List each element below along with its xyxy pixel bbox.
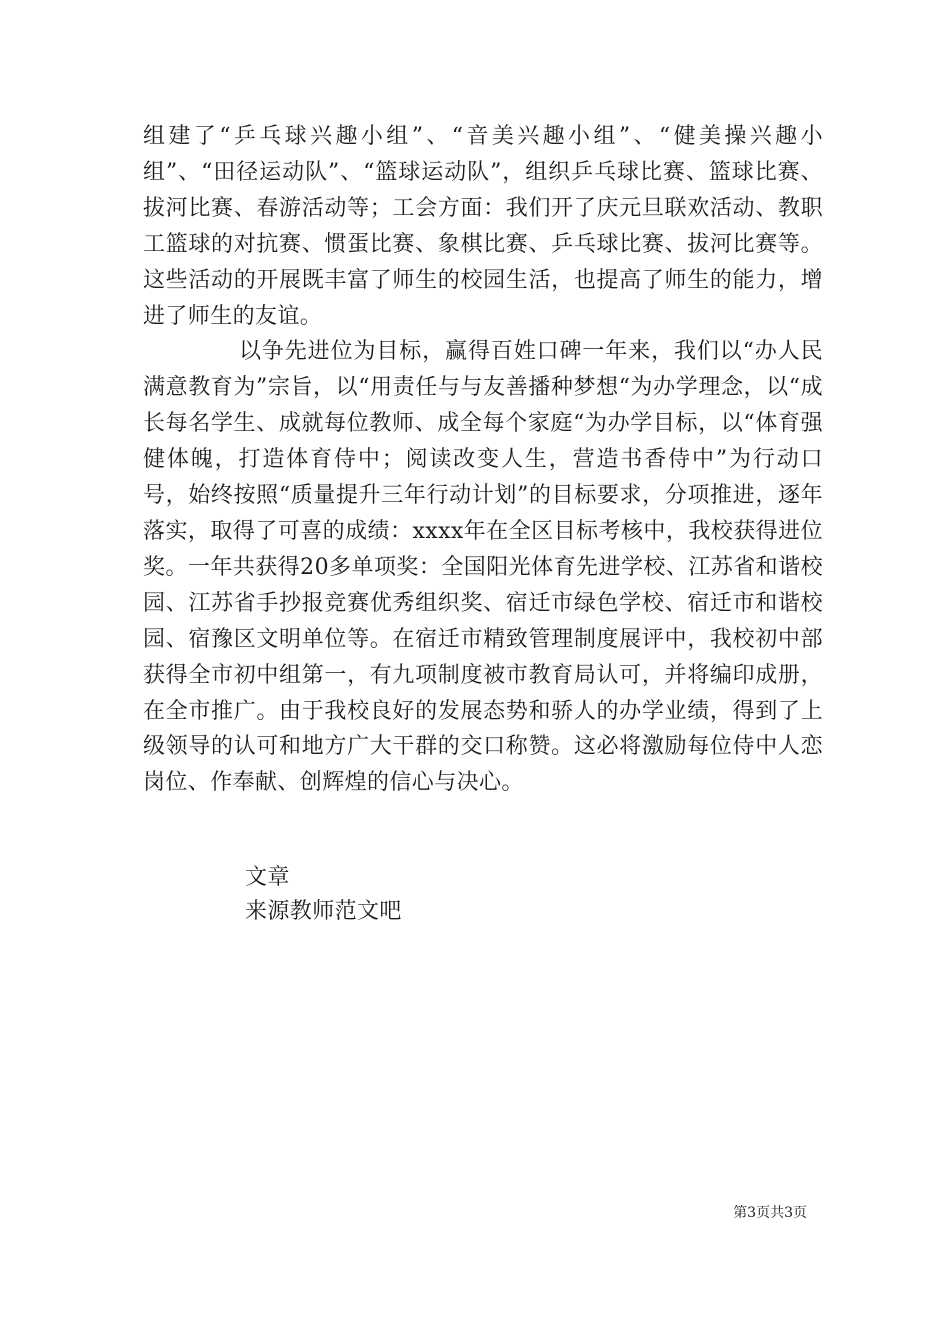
tail-line-source: 来源教师范文吧 [245,899,402,924]
document-body [143,119,823,801]
paragraph-activities: 组建了“乒乓球兴趣小组”、“音美兴趣小组”、“健美操兴趣小组”、“田径运动队”、“篮球运动队”，组织乒乓球比赛、篮球比赛、拔河比赛、春游活动等；工会方面：我们开了庆元旦联欢活动、教职工篮球的对抗赛、惯蛋比赛、象棋比赛、乒乓球比赛、拔河比赛等。这些活动的开展既丰富了师生的校园生活，也提高了师生的能力，增进了师生的友谊。 [143,124,823,329]
page-number: 第3页共3页 [733,1205,807,1221]
paragraph-achievements: 以争先进位为目标，赢得百姓口碑一年来，我们以“办人民满意教育为”宗旨，以“用责任与与友善播种梦想“为办学理念，以“成长每名学生、成就每位教师、成全每个家庭“为办学目标，以“体育强健体魄，打造体育侍中；阅读改变人生，营造书香侍中”为行动口号，始终按照“质量提升三年行动计划”的目标要求，分项推进，逐年落实，取得了可喜的成绩：xxxx年在全区目标考核中，我校获得进位奖。一年共获得20多单项奖：全国阳光体育先进学校、江苏省和谐校园、江苏省手抄报竞赛优秀组织奖、宿迁市绿色学校、宿迁市和谐校园、宿豫区文明单位等。在宿迁市精致管理制度展评中，我校初中部获得全市初中组第一，有九项制度被市教育局认可，并将编印成册，在全市推广。由于我校良好的发展态势和骄人的办学业绩，得到了上级领导的认可和地方广大干群的交口称赞。这必将激励每位侍中人恋岗位、作奉献、创辉煌的信心与决心。 [143,339,823,796]
tail-line-article: 文章 [245,865,290,890]
